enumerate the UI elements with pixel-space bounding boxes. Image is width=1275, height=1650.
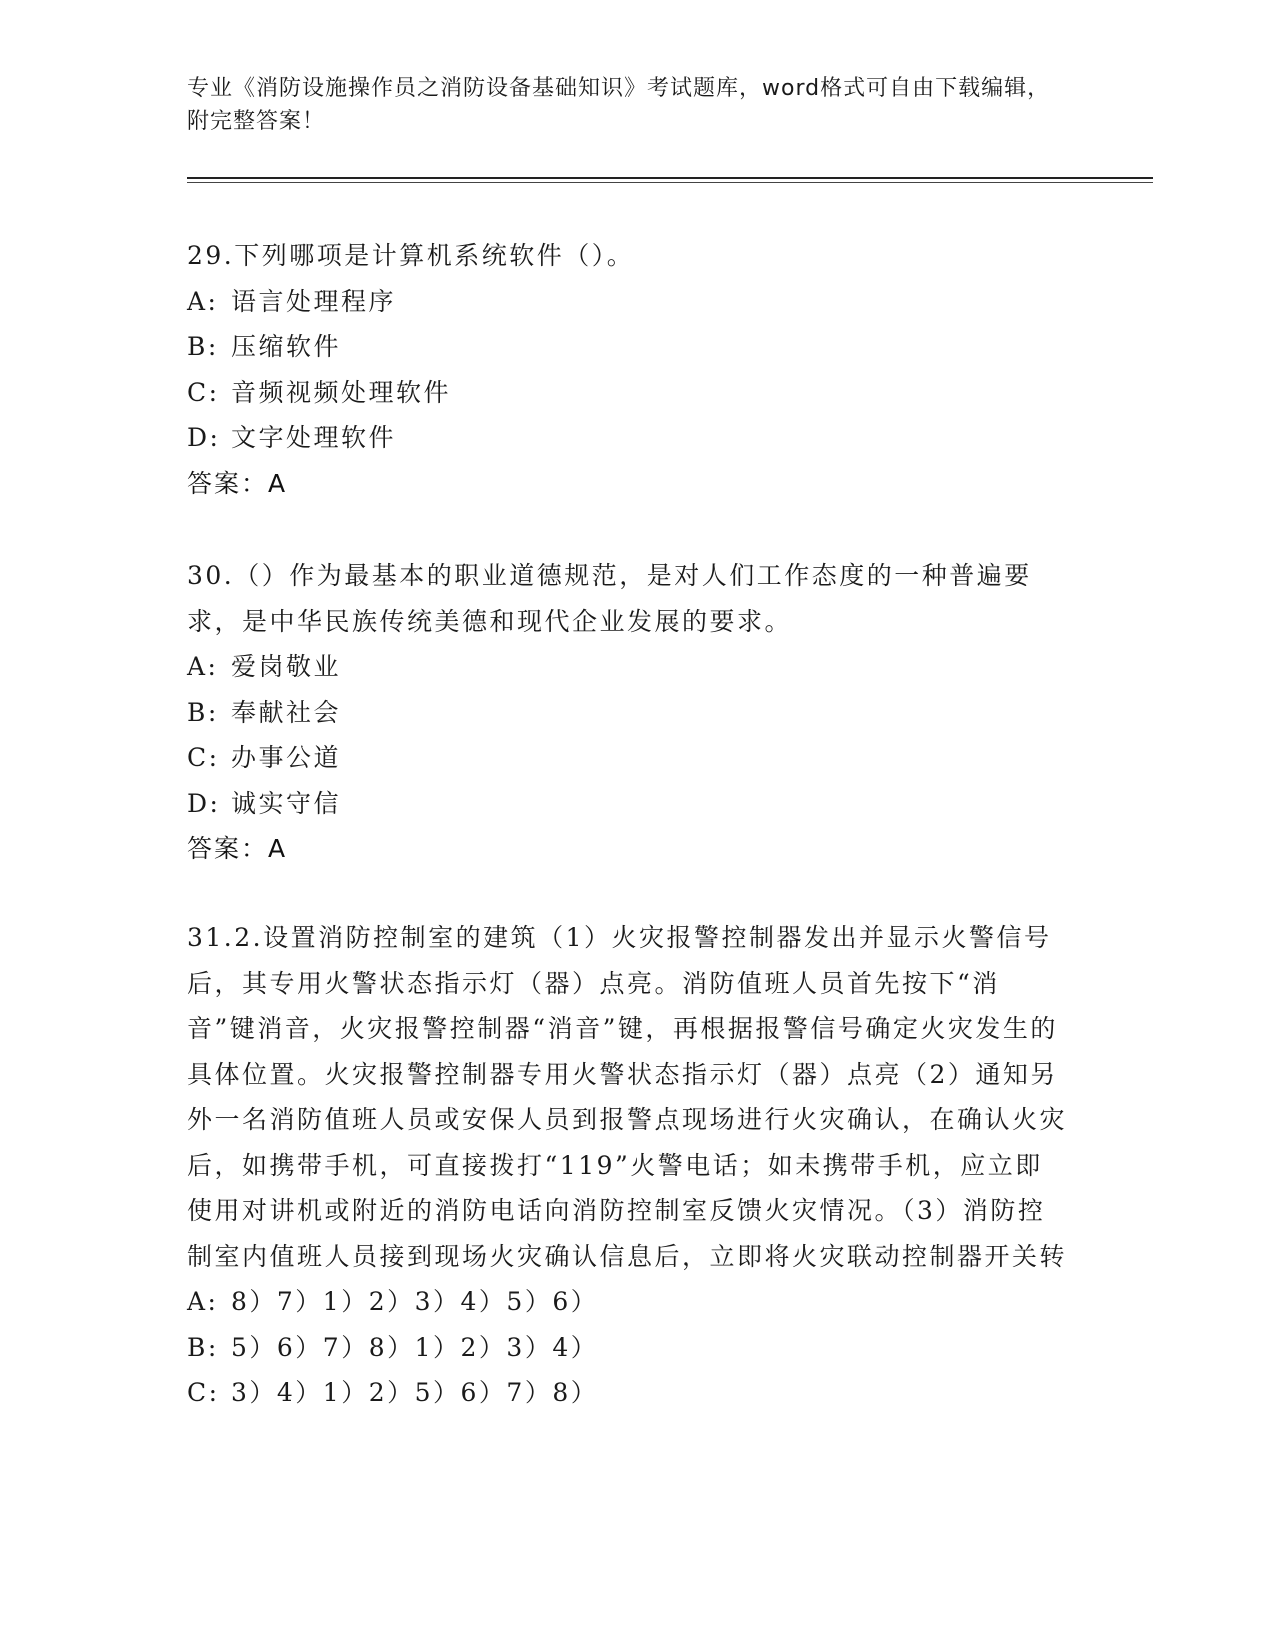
option-text: 诚实守信 [231,788,342,818]
option-text: 8）7）1）2）3）4）5）6） [231,1287,599,1316]
option-letter: C: [187,377,220,407]
option-c [187,370,1067,416]
question-31 [187,915,1067,1416]
option-letter: B: [187,332,219,361]
option-text: 办事公道 [231,743,342,772]
option-letter: B: [187,1332,219,1362]
question-30 [187,553,1067,872]
option-a [187,1279,1067,1325]
option-b [187,690,1067,736]
option-text: 5）6）7）8）1）2）3）4） [231,1332,599,1362]
option-letter: B: [187,697,219,727]
option-text: 音频视频处理软件 [231,377,452,407]
option-c [187,735,1067,781]
option-b [187,1325,1067,1371]
answer-line: 答案：A [187,834,288,863]
option-a [187,279,1067,325]
option-a [187,644,1067,690]
answer-line: 答案：A [187,468,288,498]
question-29 [187,233,1067,506]
document-header: 专业《消防设施操作员之消防设备基础知识》考试题库，word格式可自由下载编辑，附完整答案！ [187,76,1051,134]
option-c [187,1370,1067,1416]
question-stem: 30.（）作为最基本的职业道德规范，是对人们工作态度的一种普遍要求，是中华民族传统美德和现代企业发展的要求。 [187,561,1032,636]
option-letter: D: [187,788,221,818]
option-text: 奉献社会 [231,697,342,727]
option-text: 爱岗敬业 [231,652,342,681]
option-text: 文字处理软件 [231,423,397,452]
header-divider-thick [187,177,1153,179]
option-letter: A: [187,1287,219,1316]
option-letter: A: [187,286,219,316]
option-text: 压缩软件 [231,332,342,361]
option-d [187,415,1067,461]
option-letter: C: [187,1378,220,1407]
option-text: 语言处理程序 [231,286,397,316]
question-stem: 31.2.设置消防控制室的建筑（1）火灾报警控制器发出并显示火警信号后，其专用火警状态指示灯（器）点亮。消防值班人员首先按下“消音”键消音，火灾报警控制器“消音”键，再根据报警信号确定火灾发生的具体位置。火灾报警控制器专用火警状态指示灯（器）点亮（2）通知另外一名消防值班人员或安保人员到报警点现场进行火灾确认，在确认火灾后，如携带手机，可直接拨打“119”火警电话；如未携带手机，应立即使用对讲机或附近的消防电话向消防控制室反馈火灾情况。（3）消防控制室内值班人员接到现场火灾确认信息后，立即将火灾联动控制器开关转 [187,923,1068,1271]
option-d [187,781,1067,827]
option-letter: D: [187,423,221,452]
option-letter: C: [187,743,220,772]
header-divider-thin [187,182,1153,183]
option-text: 3）4）1）2）5）6）7）8） [231,1378,599,1407]
question-stem: 29.下列哪项是计算机系统软件（）。 [187,241,635,270]
option-b [187,324,1067,370]
option-letter: A: [187,652,219,681]
